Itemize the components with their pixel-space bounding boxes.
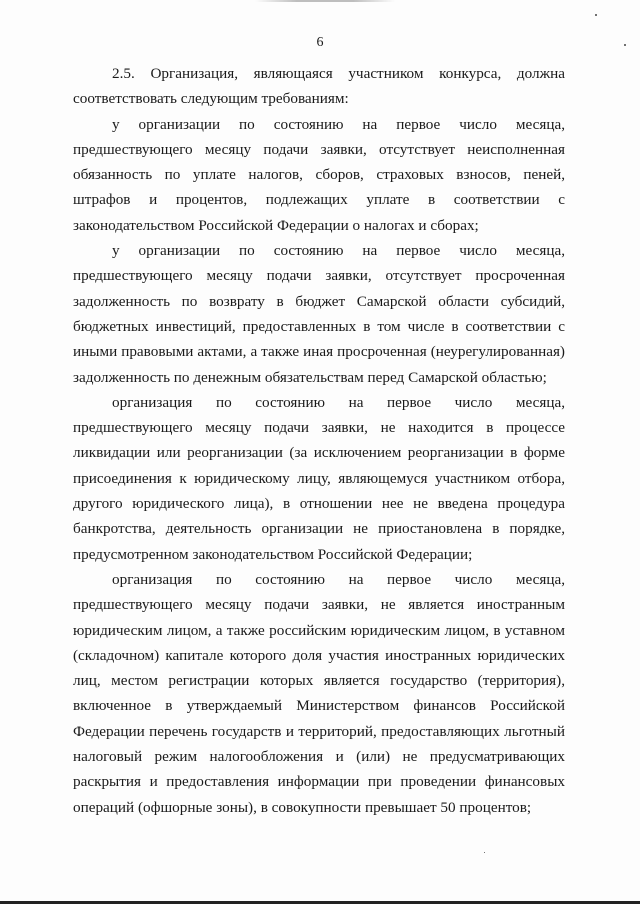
paragraph-tax-obligations: у организации по состоянию на первое число месяца, предшествующего месяцу подачи заявки, отсутствует неисполненная обязанность по уплате налогов, сборов, страховых взносов, пеней, штрафов и процентов, подлежащих уплате в соответствии с законодательством Российской Федерации о налогах и сборах; xyxy=(73,115,565,234)
paragraph-2-5: 2.5. Организация, являющаяся участником конкурса, должна соответствовать следующим требованиям: xyxy=(73,65,565,108)
scan-top-mark xyxy=(255,0,395,2)
paragraph-overdue-debt: у организации по состоянию на первое число месяца, предшествующего месяцу подачи заявки, отсутствует просроченная задолженность по возврату в бюджет Самарской области субсидий, бюджетных инвестиций, предоставленных в том числе в соответствии с иными правовыми актами, а также иная просроченная (неурегулированная) задолженность по денежным обязательствам перед Самарской областью; xyxy=(73,242,565,386)
paragraph-foreign-entity: организация по состоянию на первое число месяца, предшествующего месяцу подачи заявки, не является иностранным юридическим лицом, а также российским юридическим лицом, в уставном (складочном) капитале которого доля участия иностранных юридических лиц, местом регистрации которых является государство (территория), включенное в утверждаемый Министерством финансов Российской Федерации перечень государств и территорий, предоставляющих льготный налоговый режим налогообложения и (или) не предусматривающих раскрытия и предоставления информации при проведении финансовых операций (офшорные зоны), в совокупности превышает 50 процентов; xyxy=(73,570,565,816)
page-number: 6 xyxy=(316,35,324,50)
scan-speck xyxy=(484,852,485,853)
paragraph-liquidation: организация по состоянию на первое число месяца, предшествующего месяцу подачи заявки, не находится в процессе ликвидации или реорганизации (за исключением реорганизации в форме присоединения к юридическому лицу, являющемуся участником отбора, другого юридического лица), в отношении нее не введена процедура банкротства, деятельность организации не приостановлена в порядке, предусмотренном законодательством Российской Федерации; xyxy=(73,393,565,563)
scan-speck xyxy=(595,14,597,16)
document-body xyxy=(73,61,565,820)
